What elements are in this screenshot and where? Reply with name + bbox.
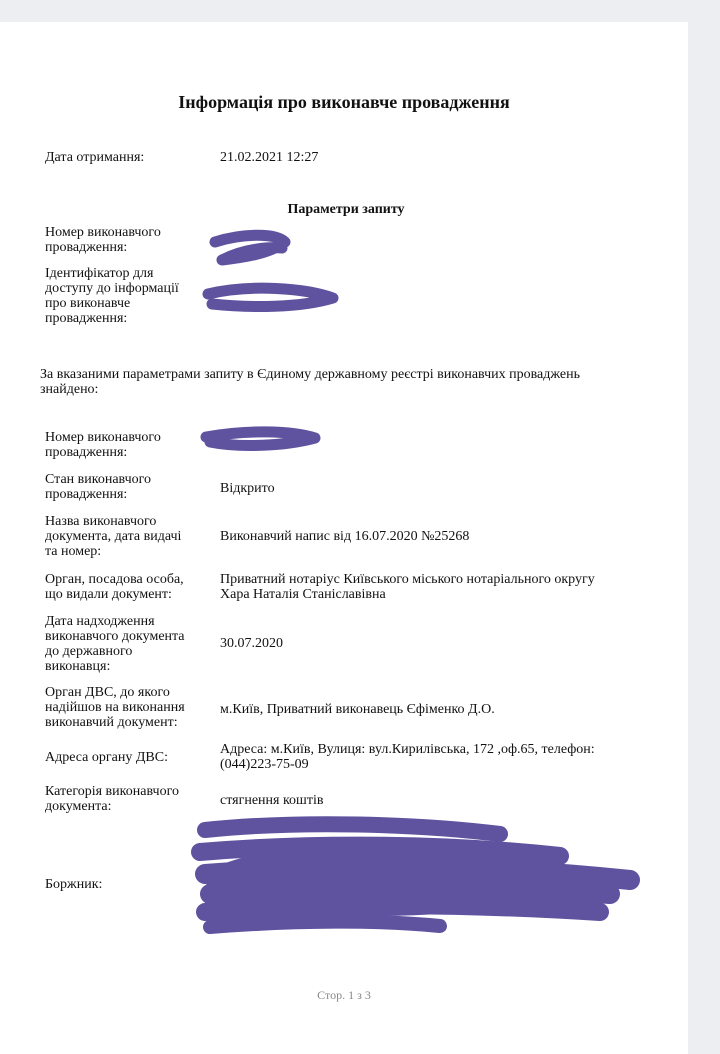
state-label: Стан виконавчого провадження: xyxy=(45,472,152,502)
redaction-marks xyxy=(200,235,630,927)
docname-value: Виконавчий напис від 16.07.2020 №25268 xyxy=(220,529,470,544)
redaction-blob xyxy=(205,887,395,927)
intro-text: За вказаними параметрами запиту в Єдиному державному реєстрі виконавчих проваджень знайдено: xyxy=(40,367,580,397)
redaction-mark xyxy=(200,235,630,927)
arrival-value: 30.07.2020 xyxy=(220,636,283,651)
page-number: Стор. 1 з 3 xyxy=(317,988,371,1002)
document-page xyxy=(0,22,688,1054)
arrival-label: Дата надходження виконавчого документа до державного виконавця: xyxy=(45,614,185,674)
query-header: Параметри запиту xyxy=(287,202,405,217)
query-id-label: Ідентифікатор для доступу до інформації про виконавче провадження: xyxy=(45,266,179,326)
dvs-value: м.Київ, Приватний виконавець Єфіменко Д.О. xyxy=(220,702,495,717)
issuer-value: Приватний нотаріус Київського міського нотаріального округу Хара Наталія Станіславівна xyxy=(220,572,595,602)
docname-label: Назва виконавчого документа, дата видачі та номер: xyxy=(45,514,182,559)
query-number-label: Номер виконавчого провадження: xyxy=(45,225,161,255)
issuer-label: Орган, посадова особа, що видали документ: xyxy=(45,572,184,602)
dvs-label: Орган ДВС, до якого надійшов на виконання виконавчий документ: xyxy=(45,685,185,730)
address-value: Адреса: м.Київ, Вулиця: вул.Кирилівська, 172 ,оф.65, телефон: (044)223-75-09 xyxy=(220,742,595,772)
redaction-blob xyxy=(470,864,610,900)
category-label: Категорія виконавчого документа: xyxy=(45,784,179,814)
received-label: Дата отримання: xyxy=(45,150,145,165)
debtor-label: Боржник: xyxy=(45,877,103,892)
address-label: Адреса органу ДВС: xyxy=(45,750,168,765)
received-value: 21.02.2021 12:27 xyxy=(220,150,319,165)
category-value: стягнення коштів xyxy=(220,793,324,808)
redaction-scribbles xyxy=(0,22,688,1054)
number-label: Номер виконавчого провадження: xyxy=(45,430,161,460)
state-value: Відкрито xyxy=(220,481,275,496)
document-title: Інформація про виконавче провадження xyxy=(178,92,510,112)
